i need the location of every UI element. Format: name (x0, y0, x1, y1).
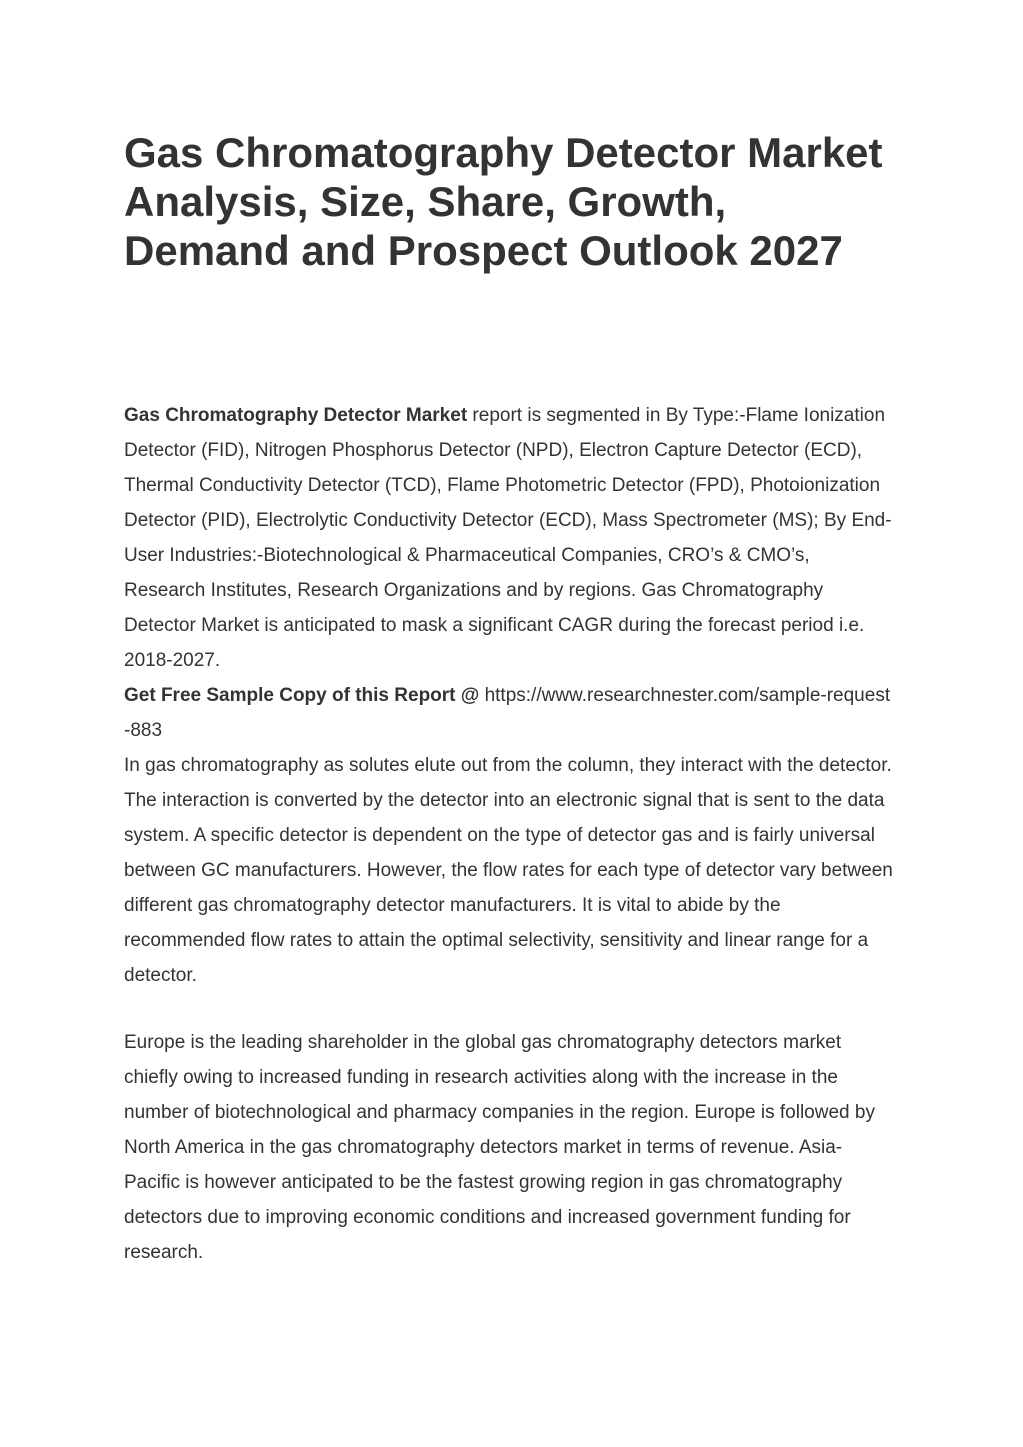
paragraph-spacer (124, 993, 894, 1025)
sample-url-link[interactable]: https://www.researchnester.com/sample-request-883 (124, 685, 891, 741)
intro-text: report is segmented in By Type:-Flame Ionization Detector (FID), Nitrogen Phosphorus Detector (NPD), Electron Capture Detector (ECD), Thermal Conductivity Detector (TCD), Flame Photometric Detector (FPD), Photoionization Detector (PID), Electrolytic Conductivity Detector (ECD), Mass Spectrometer (MS); By End-User Industries:-Biotechnological & Pharmaceutical Companies, CRO’s & CMO’s, Research Institutes, Research Organizations and by regions. Gas Chromatography Detector Market is anticipated to mask a significant CAGR during the forecast period i.e. 2018-2027. (124, 405, 892, 671)
intro-lead-bold: Gas Chromatography Detector Market (124, 405, 468, 426)
intro-paragraph (124, 398, 894, 678)
sample-paragraph (124, 678, 894, 748)
detector-paragraph: In gas chromatography as solutes elute out from the column, they interact with the detector. The interaction is converted by the detector into an electronic signal that is sent to the data system. A specific detector is dependent on the type of detector gas and is fairly universal between GC manufacturers. However, the flow rates for each type of detector vary between different gas chromatography detector manufacturers. It is vital to abide by the recommended flow rates to attain the optimal selectivity, sensitivity and linear range for a detector. (124, 755, 893, 986)
sample-label: Get Free Sample Copy of this Report @ (124, 685, 480, 706)
document-title: Gas Chromatography Detector Market Analysis, Size, Share, Growth, Demand and Prospect Outlook 2027 (124, 129, 883, 274)
regions-paragraph: Europe is the leading shareholder in the global gas chromatography detectors market chiefly owing to increased funding in research activities along with the increase in the number of biotechnological and pharmacy companies in the region. Europe is followed by North America in the gas chromatography detectors market in terms of revenue. Asia-Pacific is however anticipated to be the fastest growing region in gas chromatography detectors due to improving economic conditions and increased government funding for research. (124, 1032, 875, 1263)
document-body (124, 398, 894, 1270)
